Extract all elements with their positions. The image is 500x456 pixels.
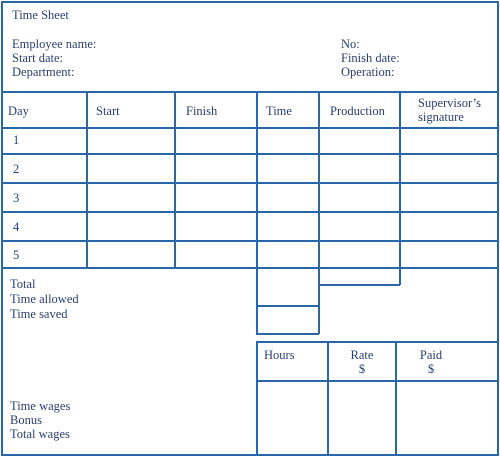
column-header-time: Time [266,104,292,118]
row-line-2 [1,182,499,184]
col-line-supervisor [399,91,401,285]
time-saved-label: Time saved [10,307,68,321]
row-line-4 [1,240,499,242]
department-label: Department: [12,65,75,79]
time-saved-line [256,333,319,335]
col-line-production [318,91,320,334]
row-line-1 [1,153,499,155]
number-label: No: [341,37,360,51]
col-line-finish [174,91,176,268]
wages-col-left [256,341,258,455]
wages-header-rate-currency: $ [358,362,366,376]
col-line-start [86,91,88,268]
column-header-day: Day [8,104,29,118]
total-wages-label: Total wages [10,427,70,441]
column-header-supervisor-line2: signature [418,110,464,124]
day-cell: 4 [13,220,20,234]
employee-name-label: Employee name: [12,37,97,51]
time-allowed-label: Time allowed [10,292,79,306]
row-line-3 [1,211,499,213]
table-top-line [1,91,499,93]
time-total-line [256,305,319,307]
day-cell: 3 [13,191,20,205]
bonus-label: Bonus [10,413,42,427]
wages-header-hours: Hours [264,348,295,362]
border-right [497,1,499,455]
column-header-supervisor-line1: Supervisor’s [418,96,481,110]
border-left [1,1,3,455]
wages-header-line [256,380,498,382]
time-wages-label: Time wages [10,399,71,413]
day-cell: 1 [13,133,20,147]
day-cell: 2 [13,162,20,176]
table-header-line [1,127,499,129]
production-total-box-bottom [318,284,400,286]
column-header-finish: Finish [186,104,218,118]
operation-label: Operation: [341,65,395,79]
border-top [1,1,499,3]
column-header-production: Production [330,104,385,118]
wages-header-rate: Rate [350,348,374,362]
column-header-start: Start [96,104,120,118]
table-bottom-line [1,267,499,269]
total-label: Total [10,277,36,291]
form-title: Time Sheet [12,8,69,22]
day-cell: 5 [13,248,20,262]
start-date-label: Start date: [12,51,64,65]
wages-header-paid: Paid [419,348,443,362]
col-line-time [256,91,258,334]
finish-date-label: Finish date: [341,51,400,65]
wages-header-paid-currency: $ [427,362,435,376]
border-bottom [1,454,499,456]
wages-table-top [256,341,498,343]
